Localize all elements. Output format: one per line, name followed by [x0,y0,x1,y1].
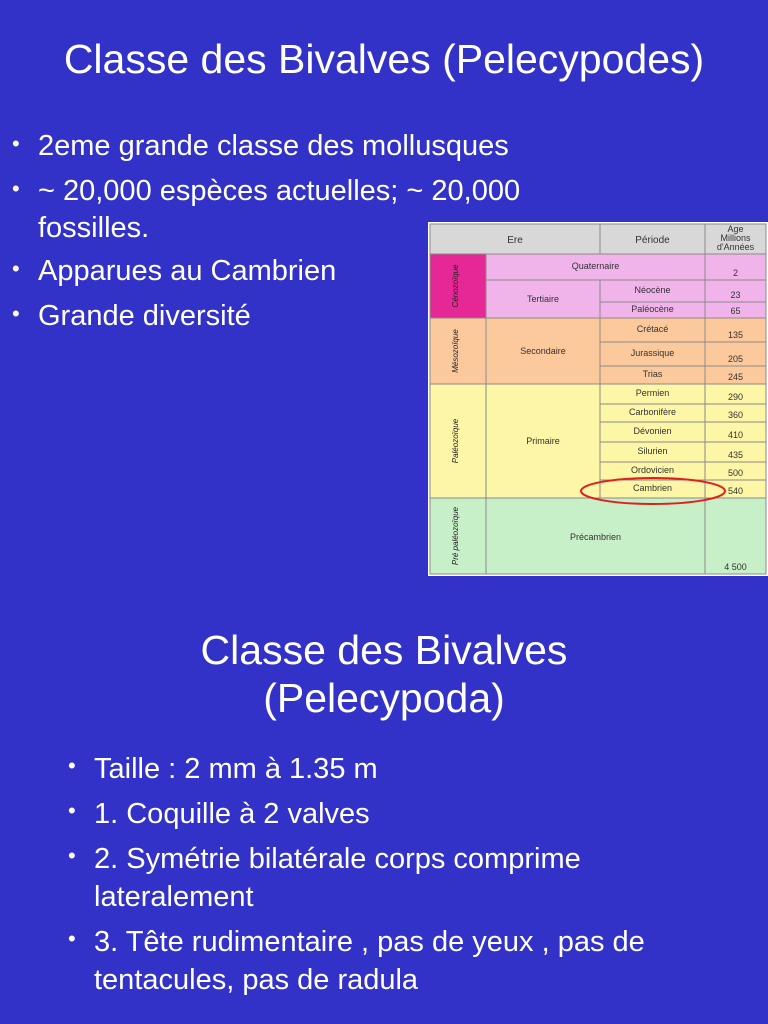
period-name: Jurassique [630,348,675,358]
period-name: Carbonifère [628,407,677,417]
geologic-time-table-graphic [428,222,768,576]
slide-2-title-line-1: Classe des Bivalves [200,627,568,673]
era-name: Paléozoïque [451,418,460,464]
bullet-dot-icon: • [68,926,76,951]
slide-2 [0,600,768,1024]
bullet-text: 1. Coquille à 2 valves [94,798,370,830]
period-name: Ordovicien [630,465,675,475]
age-value: 500 [727,468,744,478]
era-name: Mésozoïque [451,329,460,373]
bullet-dot-icon: • [12,256,20,281]
period-name: Néocène [634,285,671,295]
bullet-dot-icon: • [68,798,76,823]
bullet-item [68,795,748,833]
age-value: 245 [727,372,744,382]
bullet-dot-icon: • [68,753,76,778]
period-name: Silurien [637,446,668,456]
slide-2-title-line-2: (Pelecypoda) [263,675,505,721]
bullet-item [68,923,748,999]
bullet-dot-icon: • [68,843,76,868]
bullet-text: 2eme grande classe des mollusques [38,130,509,162]
period-name: Paléocène [631,304,674,314]
period-name: Précambrien [569,532,622,542]
age-value: 360 [727,410,744,420]
age-value: 435 [727,450,744,460]
period-name: Cambrien [632,483,673,493]
era-name: Pré paléozoïque [451,506,460,566]
bullet-text: 2. Symétrie bilatérale corps comprime lateralement [94,843,581,913]
geologic-time-table [428,222,768,576]
age-value: 540 [727,486,744,496]
bullet-item [12,128,612,165]
header-periode: Période [635,235,670,246]
bullet-text: Apparues au Cambrien [38,255,337,287]
group-name: Secondaire [520,346,566,356]
slide-2-title [0,626,768,722]
age-value: 65 [730,306,741,316]
period-name: Crétacé [636,324,669,334]
age-value: 135 [727,330,744,340]
group-name: Primaire [526,436,560,446]
bullet-text: Taille : 2 mm à 1.35 m [94,753,378,785]
bullet-text: Grande diversité [38,300,251,332]
bullet-item [68,750,748,788]
bullet-dot-icon: • [12,131,20,156]
table-header-row [430,224,766,254]
header-age: Age [727,224,744,234]
period-name: Permien [635,388,670,398]
age-value: 2 [732,268,739,278]
age-value: 23 [730,290,741,300]
era-name: Cénozoïque [451,264,460,308]
slide-1-title: Classe des Bivalves (Pelecypodes) [63,36,705,82]
header-ere: Ere [507,235,523,246]
bullet-item [68,840,748,916]
age-value: 410 [727,430,744,440]
period-name: Trias [642,369,663,379]
age-value: 290 [727,392,744,402]
period-name: Quaternaire [571,261,620,271]
header-age: d'Années [716,242,755,252]
bullet-text: 3. Tête rudimentaire , pas de yeux , pas de tentacules, pas de radula [94,926,645,996]
bullet-dot-icon: • [12,176,20,201]
header-age: Millions [720,233,751,243]
slide-2-bullet-list [68,750,748,1006]
bullet-dot-icon: • [12,301,20,326]
age-value: 4 500 [724,562,747,572]
period-name: Dévonien [633,426,672,436]
bullet-text: ~ 20,000 espèces actuelles; ~ 20,000 fossilles. [38,175,521,244]
group-name: Tertiaire [526,294,560,304]
age-value: 205 [727,354,744,364]
